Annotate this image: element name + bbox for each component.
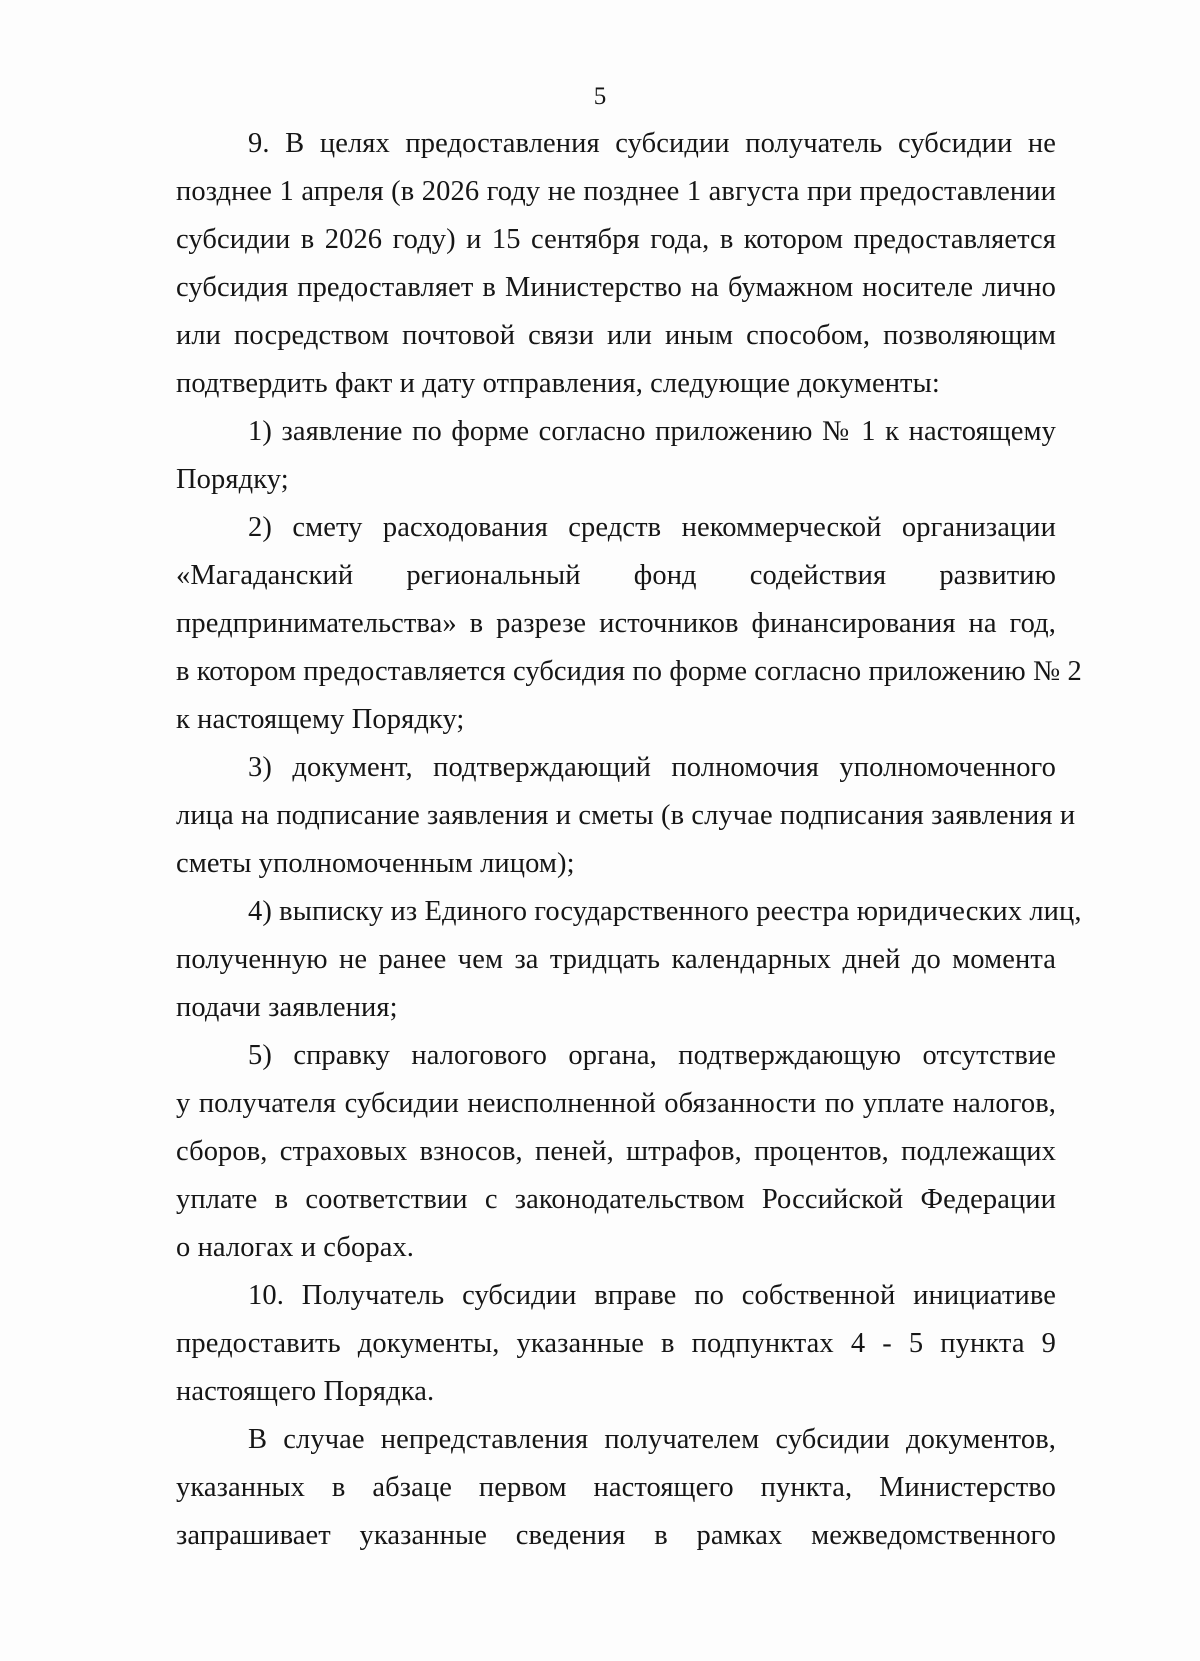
text-line: позднее 1 апреля (в 2026 году не позднее 1 августа при предоставлении (176, 176, 1056, 207)
subitem-3 (176, 744, 1076, 888)
text-line: настоящего Порядка. (176, 1376, 435, 1407)
text-line: 5) справку налогового органа, подтверждающую отсутствие (248, 1040, 1056, 1071)
subitem-1 (176, 408, 1056, 504)
text-line: предоставить документы, указанные в подпунктах 4 - 5 пункта 9 (176, 1328, 1056, 1359)
text-line: субсидии в 2026 году) и 15 сентября года, в котором предоставляется (176, 224, 1056, 255)
text-line: 2) смету расходования средств некоммерческой организации (248, 512, 1056, 543)
subitem-5 (176, 1032, 1056, 1272)
document-body (176, 120, 1082, 1560)
text-line: субсидия предоставляет в Министерство на бумажном носителе лично (176, 272, 1056, 303)
text-line: у получателя субсидии неисполненной обязанности по уплате налогов, (176, 1088, 1056, 1119)
text-line: В случае непредставления получателем субсидии документов, (248, 1424, 1056, 1455)
text-line: сметы уполномоченным лицом); (176, 848, 575, 879)
subitem-2 (176, 504, 1082, 744)
text-line: запрашивает указанные сведения в рамках межведомственного (176, 1520, 1056, 1551)
text-line: полученную не ранее чем за тридцать календарных дней до момента (176, 944, 1056, 975)
text-line: или посредством почтовой связи или иным способом, позволяющим (176, 320, 1056, 351)
paragraph-10-continuation (176, 1416, 1056, 1560)
subitem-4 (176, 888, 1082, 1032)
text-line: о налогах и сборах. (176, 1232, 415, 1263)
text-line: в котором предоставляется субсидия по форме согласно приложению № 2 (176, 656, 1082, 687)
text-line: уплате в соответствии с законодательством Российской Федерации (176, 1184, 1056, 1215)
text-line: подтвердить факт и дату отправления, следующие документы: (176, 368, 940, 399)
text-line: 1) заявление по форме согласно приложению № 1 к настоящему (248, 416, 1056, 447)
text-line: предпринимательства» в разрезе источников финансирования на год, (176, 608, 1056, 639)
text-line: «Магаданский региональный фонд содействия развитию (176, 560, 1056, 591)
text-line: лица на подписание заявления и сметы (в случае подписания заявления и (176, 800, 1076, 831)
text-line: 4) выписку из Единого государственного реестра юридических лиц, (248, 896, 1082, 927)
paragraph-9 (176, 120, 1056, 408)
text-line: сборов, страховых взносов, пеней, штрафов, процентов, подлежащих (176, 1136, 1056, 1167)
text-line: Порядку; (176, 464, 289, 495)
text-line: 3) документ, подтверждающий полномочия уполномоченного (248, 752, 1056, 783)
text-line: указанных в абзаце первом настоящего пункта, Министерство (176, 1472, 1056, 1503)
text-line: подачи заявления; (176, 992, 398, 1023)
text-line: 10. Получатель субсидии вправе по собственной инициативе (248, 1280, 1056, 1311)
paragraph-10 (176, 1272, 1056, 1416)
text-line: к настоящему Порядку; (176, 704, 465, 735)
page-number: 5 (593, 83, 607, 110)
text-line: 9. В целях предоставления субсидии получатель субсидии не (248, 128, 1056, 159)
